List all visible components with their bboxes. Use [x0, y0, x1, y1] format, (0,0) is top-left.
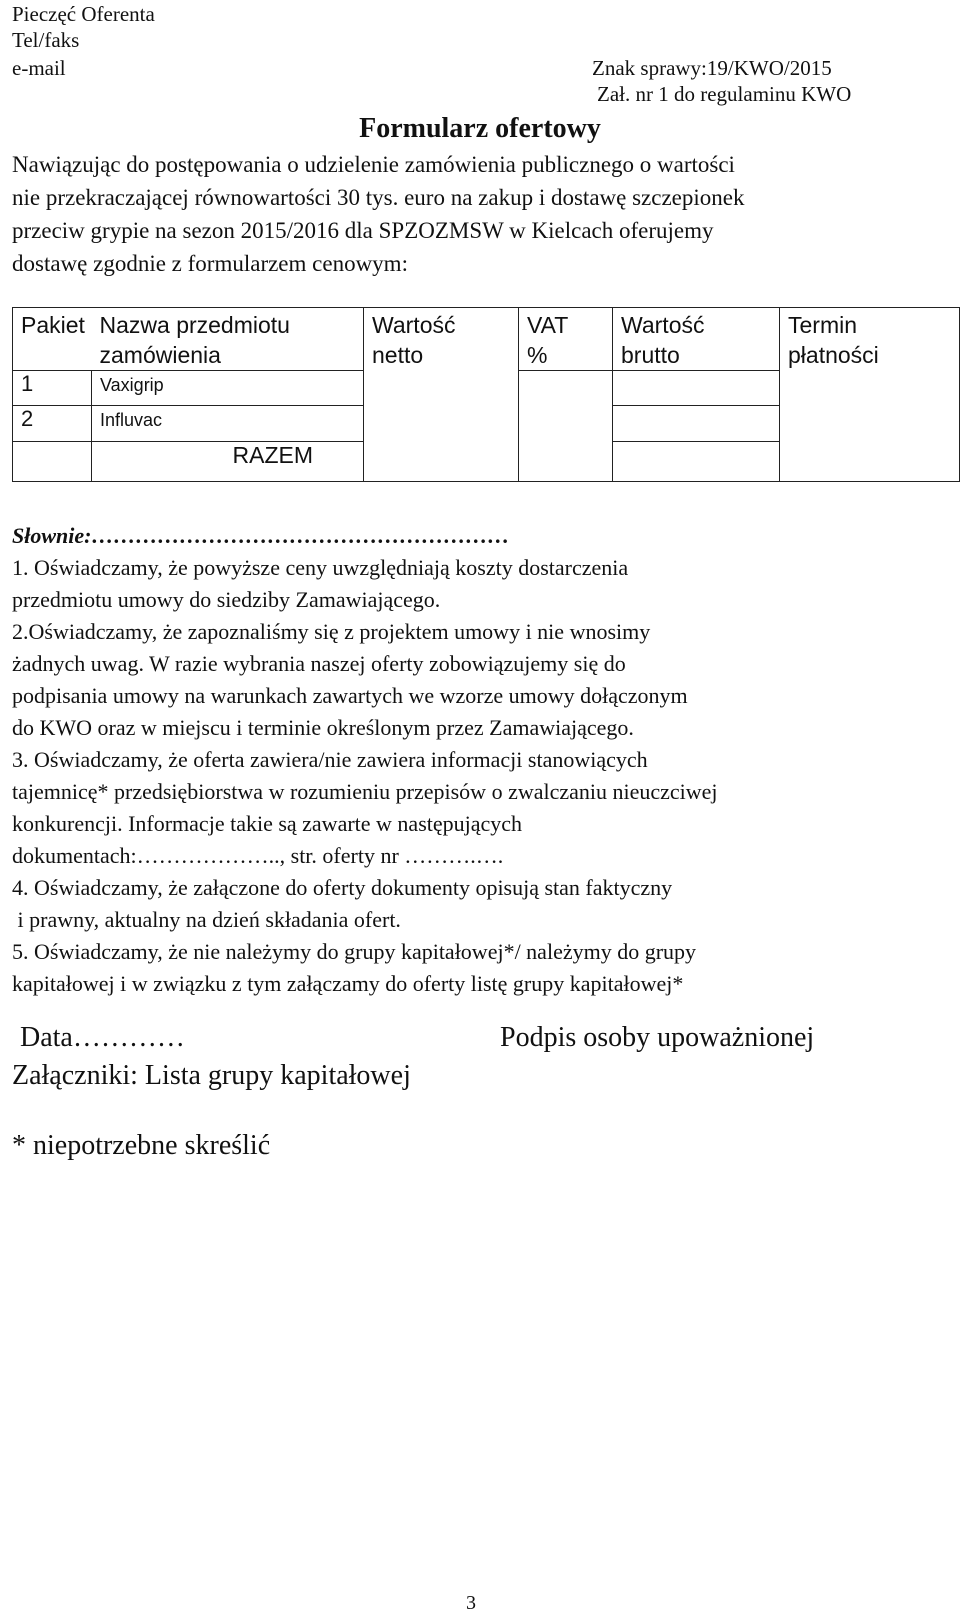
col-header-termin: Termin płatności — [780, 308, 960, 482]
declaration-line: podpisania umowy na warunkach zawartych we wzorze umowy dołączonym — [12, 683, 688, 708]
declaration-line: i prawny, aktualny na dzień składania ofert. — [12, 907, 401, 932]
intro-paragraph — [12, 148, 942, 280]
date-field: Data………… — [20, 1022, 185, 1053]
declaration-line: 5. Oświadczamy, że nie należymy do grupy kapitałowej*/ należymy do grupy — [12, 939, 697, 964]
brutto-cell — [613, 406, 780, 442]
footnote: * niepotrzebne skreślić — [12, 1130, 271, 1161]
page-number: 3 — [466, 1592, 476, 1614]
attachment-ref: Zał. nr 1 do regulaminu KWO — [597, 82, 852, 106]
declaration-line: 3. Oświadczamy, że oferta zawiera/nie zawiera informacji stanowiących — [12, 747, 648, 772]
declarations — [12, 520, 952, 1000]
intro-line: przeciw grypie na sezon 2015/2016 dla SPZOZMSW w Kielcach oferujemy — [12, 218, 714, 243]
signature-label: Podpis osoby upoważnionej — [500, 1022, 815, 1053]
empty-cell — [13, 442, 92, 482]
intro-line: nie przekraczającej równowartości 30 tys. euro na zakup i dostawę szczepionek — [12, 185, 745, 210]
row-number: 1 — [13, 371, 92, 406]
intro-line: Nawiązując do postępowania o udzielenie zamówienia publicznego o wartości — [12, 152, 735, 177]
declaration-line: 4. Oświadczamy, że załączone do oferty dokumenty opisują stan faktyczny — [12, 875, 673, 900]
row-name: Vaxigrip — [92, 371, 364, 406]
case-number: Znak sprawy:19/KWO/2015 — [592, 56, 832, 80]
total-label: RAZEM — [92, 442, 364, 482]
col-header-netto: Wartość netto — [364, 308, 519, 482]
col-header-pakiet: Pakiet — [13, 308, 92, 371]
price-table — [12, 307, 960, 482]
attachments-label: Załączniki: Lista grupy kapitałowej — [12, 1060, 411, 1091]
declaration-line: do KWO oraz w miejscu i terminie określonym przez Zamawiającego. — [12, 715, 634, 740]
brutto-cell — [613, 442, 780, 482]
vat-cell — [519, 371, 613, 482]
brutto-cell — [613, 371, 780, 406]
telfax-label: Tel/faks — [12, 28, 80, 52]
col-header-brutto: Wartość brutto — [613, 308, 780, 371]
page-title: Formularz ofertowy — [359, 113, 601, 144]
declaration-line: tajemnicę* przedsiębiorstwa w rozumieniu przepisów o zwalczaniu nieuczciwej — [12, 779, 718, 804]
declaration-line: żadnych uwag. W razie wybrania naszej oferty zobowiązujemy się do — [12, 651, 626, 676]
declaration-line: dokumentach:……………….., str. oferty nr ……….…. — [12, 843, 504, 868]
declaration-line: kapitałowej i w związku z tym załączamy do oferty listę grupy kapitałowej* — [12, 971, 684, 996]
declaration-line: 2.Oświadczamy, że zapoznaliśmy się z projektem umowy i nie wnosimy — [12, 619, 651, 644]
email-label: e-mail — [12, 56, 66, 80]
intro-line: dostawę zgodnie z formularzem cenowym: — [12, 251, 408, 276]
declaration-line: 1. Oświadczamy, że powyższe ceny uwzględniają koszty dostarczenia — [12, 555, 629, 580]
declaration-line: przedmiotu umowy do siedziby Zamawiającego. — [12, 587, 441, 612]
row-number: 2 — [13, 406, 92, 442]
row-name: Influvac — [92, 406, 364, 442]
table-header-row — [13, 308, 960, 371]
slownie-line: Słownie:………………………………………………… — [12, 523, 510, 548]
stamp-label: Pieczęć Oferenta — [12, 2, 155, 26]
col-header-nazwa: Nazwa przedmiotu zamówienia — [92, 308, 364, 371]
declaration-line: konkurencji. Informacje takie są zawarte w następujących — [12, 811, 523, 836]
col-header-vat: VAT % — [519, 308, 613, 371]
